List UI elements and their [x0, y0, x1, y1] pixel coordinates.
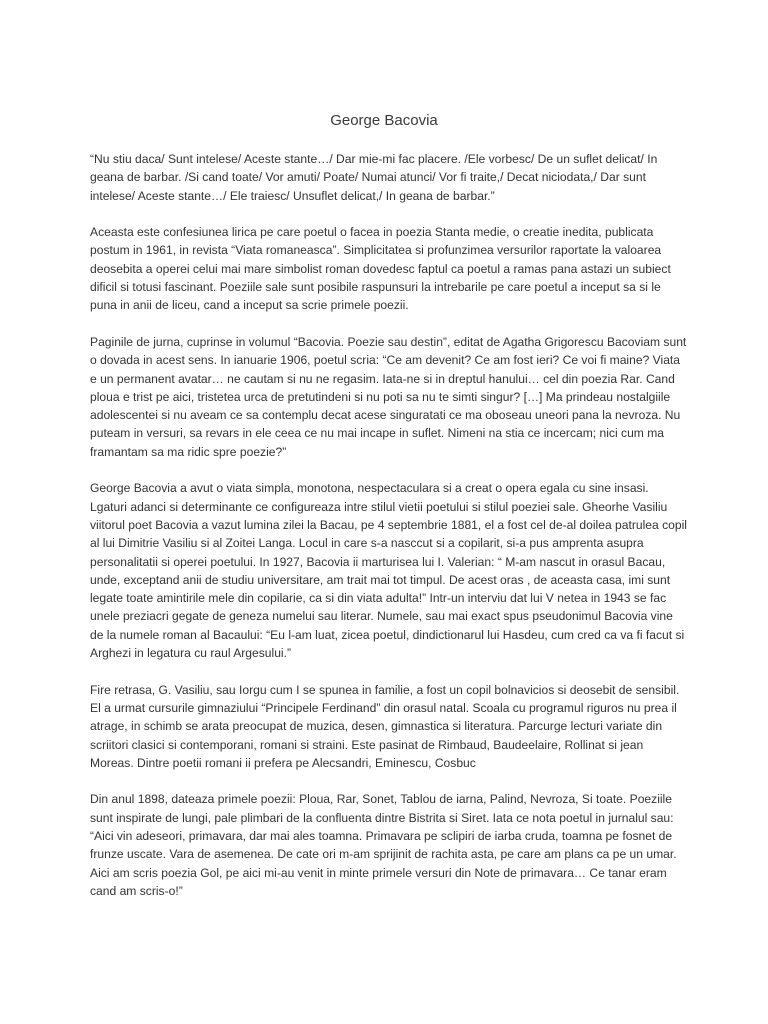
paragraph-journal: Paginile de jurna, cuprinse in volumul “Bacovia. Poezie sau destin”, editat de Agatha Grigorescu Bacoviam sunt o dovada in acest sens. In ianuarie 1906, poetul scria: “Ce am devenit? Ce am fost ieri? Ce voi fi maine? Viata e un permanent avatar… ne cautam si nu ne regasim. Iata-ne si in dreptul hanului… cel din poezia Rar. Cand ploua e trist pe aici, tristetea urca de pretutindeni si nu poti sa nu te simti singur? […] Ma prindeau nostalgiile adolescentei si nu aveam ce sa contemplu decat acese singuratati ce ma oboseau uneori pana la nevroza. Nu puteam in versuri, sa revars in ele ceea ce nu mai incape in suflet. Nimeni na stia ce incercam; nici cum ma framantam sa ma ridic spre poezie?” — [90, 334, 687, 459]
paragraph-confession: Aceasta este confesiunea lirica pe care poetul o facea in poezia Stanta medie, o creatie inedita, publicata postum in 1961, in revista “Viata romaneasca”. Simplicitatea si profunzimea versurilor raportate la valoarea deosebita a operei celui mai mare simbolist roman dovedesc faptul ca poetul a ramas pana astazi un subiect dificil si totusi fascinant. Poeziile sale sunt posibile raspunsuri la intrebarile pe care poetul a inceput sa si le puna in anii de liceu, cand a inceput sa scrie primele poezii. — [90, 225, 671, 313]
paragraph-biography: George Bacovia a avut o viata simpla, monotona, nespectaculara si a creat o opera egala cu sine insasi. Lgaturi adanci si determinante ce configureaza intre stilul vietii poetului si stilul poeziei sale. Gheorhe Vasiliu viitorul poet Bacovia a vazut lumina zilei la Bacau, pe 4 septembrie 1881, el a fost cel de-al doilea patrulea copil al lui Dimitrie Vasiliu si al Zoitei Langa. Locul in care s-a nasccut si a copilarit, si-a pus amprenta asupra personalitatii si operei poetului. In 1927, Bacovia ii marturisea lui I. Valerian: “ M-am nascut in orasul Bacau, unde, exceptand anii de studiu universitare, am trait mai tot timpul. De acest oras , de aceasta casa, imi sunt legate toate amintirile mele din copilarie, ca si din viata adulta!” Intr-un interviu dat lui V netea in 1943 se fac unele preziacri gegate de geneza numelui sau literar. Numele, sau mai exact spus pseudonimul Bacovia vine de la numele roman al Bacaului: “Eu l-am luat, zicea poetul, dindictionarul lui Hasdeu, cum cred ca va fi facut si Arghezi in legatura cu raul Argesului.” — [90, 481, 687, 661]
document-body — [90, 150, 688, 918]
document-title: George Bacovia — [330, 112, 438, 129]
paragraph-first-poems: Din anul 1898, dateaza primele poezii: Ploua, Rar, Sonet, Tablou de iarna, Palind, Nevroza, Si toate. Poeziile sunt inspirate de lungi, pale plimbari de la confluenta dintre Bistrita si Siret. Iata ce nota poetul in jurnalul sau: “Aici vin adeseori, primavara, dar mai ales toamna. Primavara pe sclipiri de iarba cruda, toamna pe fosnet de frunze uscate. Vara de asemenea. De cate ori m-am sprijinit de rachita asta, pe care am plans ca pe un umar. Aici am scris poezia Gol, pe aici mi-au venit in minte primele versuri din Note de primavara… Ce tanar eram cand am scris-o!” — [90, 792, 677, 898]
paragraph-quote: “Nu stiu daca/ Sunt intelese/ Aceste stante…/ Dar mie-mi fac placere. /Ele vorbesc/ De un suflet delicat/ In geana de barbar. /Si cand toate/ Vor amuti/ Poate/ Numai atunci/ Vor fi traite,/ Decat niciodata,/ Dar sunt intelese/ Aceste stante…/ Ele traiesc/ Unsuflet delicat,/ In geana de barbar.” — [90, 152, 658, 203]
paragraph-childhood: Fire retrasa, G. Vasiliu, sau Iorgu cum I se spunea in familie, a fost un copil bolnavicios si deosebit de sensibil. El a urmat cursurile gimnaziului “Principele Ferdinand” din orasul natal. Scoala cu programul riguros nu prea il atrage, in schimb se arata preocupat de muzica, desen, gimnastica si literatura. Parcurge lecturi variate din scriitori clasici si contemporani, romani si straini. Este pasinat de Rimbaud, Baudeelaire, Rollinat si jean Moreas. Dintre poetii romani ii prefera pe Alecsandri, Eminescu, Cosbuc — [90, 682, 680, 770]
